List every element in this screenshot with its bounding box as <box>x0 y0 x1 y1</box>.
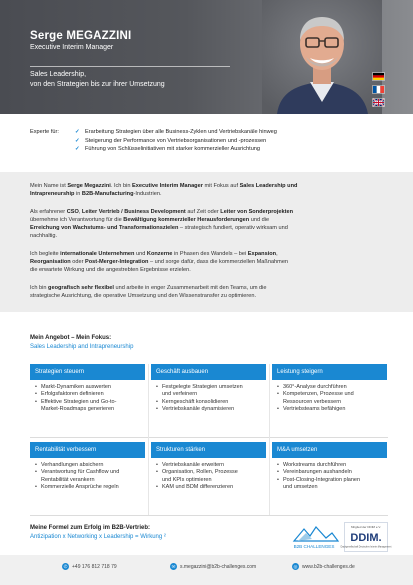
footer-email[interactable]: ✉ s.megazzini@b2b-challenges.com <box>171 563 257 570</box>
expertise-item: ✓ Führung von Schlüsselinitiativen mit starker kommerzieller Ausrichtung <box>75 146 261 153</box>
expertise-list <box>75 128 375 154</box>
service-bullet: • Kompetenzen, Prozesse und <box>277 391 387 398</box>
footer-website[interactable]: ◎ www.b2b-challenges.de <box>293 563 355 570</box>
contact-footer <box>0 555 413 585</box>
service-bullet: • Erfolgsfaktoren definieren <box>35 391 145 398</box>
service-bullet: • Vereinbarungen aushandeln <box>277 469 387 476</box>
france-flag-icon[interactable] <box>372 85 385 94</box>
service-bullet: • 360°-Analyse durchführen <box>277 384 387 391</box>
intro-paragraph-4: Ich bin geografisch sehr flexibel und arbeite in enger Zusammenarbeit mit den Teams, um die strategische Ausrichtung, die operative Umsetzung und den Wissenstransfer zu optimieren. <box>30 285 267 299</box>
service-bullet: • Workstreams durchführen <box>277 462 387 469</box>
service-cell-title: Strategien steuern <box>30 364 145 380</box>
tagline-divider <box>30 66 230 67</box>
service-bullet: • Vertriebskanäle dynamisieren <box>156 406 266 413</box>
service-cell-mna <box>272 442 387 492</box>
service-bullet: • Markt-Dynamiken auswerten <box>35 384 145 391</box>
portrait-photo <box>262 0 382 114</box>
expertise-item: ✓ Erarbeitung Strategien über alle Business-Zyklen und Vertriebskanäle hinweg <box>75 129 277 135</box>
grid-bottom-divider <box>30 515 388 516</box>
formula-title: Meine Formel zum Erfolg im B2B-Vertrieb: <box>30 525 151 531</box>
service-cell-title: Strukturen stärken <box>151 442 266 458</box>
service-cell-title: M&A umsetzen <box>272 442 387 458</box>
service-bullet: • Kerngeschäft konsolidieren <box>156 399 266 406</box>
grid-row-divider <box>30 437 388 438</box>
language-flags <box>372 72 384 111</box>
service-cell-title: Geschäft ausbauen <box>151 364 266 380</box>
footer-phone[interactable]: ✆ +49 176 812 718 79 <box>63 563 117 570</box>
tagline-line-1: Sales Leadership, <box>30 71 87 78</box>
service-bullet-continued: Rentabilität verankern <box>41 476 95 483</box>
offer-title: Mein Angebot – Mein Fokus: <box>30 335 112 341</box>
service-cell-profitability <box>30 442 145 492</box>
service-bullet: • Organisation, Rollen, Prozesse <box>156 469 266 476</box>
service-bullet: • Verhandlungen absichern <box>35 462 145 469</box>
globe-icon: ◎ <box>293 564 298 569</box>
svg-text:Mitglied der DDIM e.V.: Mitglied der DDIM e.V. <box>351 525 381 529</box>
checkmark-icon: ✓ <box>75 146 80 153</box>
ddim-member-logo[interactable] <box>340 522 392 552</box>
service-bullet: • Vertriebsteams befähigen <box>277 406 387 413</box>
checkmark-icon: ✓ <box>75 137 80 144</box>
service-cell-structures <box>151 442 266 492</box>
service-bullet: • KAM und BDM differenzieren <box>156 484 266 491</box>
grid-column-divider <box>269 364 270 515</box>
service-bullet: • Verantwortung für Cashflow und <box>35 469 145 476</box>
service-cell-title: Leistung steigern <box>272 364 387 380</box>
service-cell-strategy <box>30 364 145 414</box>
phone-icon: ✆ <box>63 564 68 569</box>
service-bullet-continued: Market-Roadmaps generieren <box>41 406 115 413</box>
german-flag-icon[interactable] <box>372 72 385 81</box>
service-cell-title: Rentabilität verbessern <box>30 442 145 458</box>
header-banner <box>0 0 413 114</box>
person-role: Executive Interim Manager <box>30 44 114 51</box>
envelope-icon: ✉ <box>171 564 176 569</box>
svg-text:B2B CHALLENGES: B2B CHALLENGES <box>293 544 335 549</box>
service-cell-business <box>151 364 266 414</box>
service-bullet-continued: und KPIs optimieren <box>162 476 212 483</box>
person-name: Serge MEGAZZINI <box>30 30 132 42</box>
tagline <box>30 70 220 90</box>
service-bullet: • Effektive Strategien und Go-to- <box>35 399 145 406</box>
expertise-item: ✓ Steigerung der Performance von Vertriebsorganisationen und -prozessen <box>75 137 267 144</box>
formula-text: Antizipation x Networking x Leadership = Wirkung ² <box>30 534 166 540</box>
grid-column-divider <box>148 364 149 515</box>
checkmark-icon: ✓ <box>75 129 80 135</box>
svg-text:Dachgesellschaft Deutsches Int: Dachgesellschaft Deutsches Interim Management <box>340 546 392 549</box>
service-cell-performance <box>272 364 387 414</box>
tagline-line-2: von den Strategien bis zur ihrer Umsetzung <box>30 81 165 88</box>
b2b-challenges-logo[interactable] <box>288 523 340 551</box>
introduction-panel <box>0 172 413 312</box>
service-bullet-continued: und umsetzen <box>283 484 318 491</box>
service-bullet: • Post-Closing-Integration planen <box>277 477 387 484</box>
service-bullet: • Vertriebskanäle erweitern <box>156 462 266 469</box>
uk-flag-icon[interactable] <box>372 98 385 107</box>
service-bullet: • Kommerzielle Ansprüche regeln <box>35 484 145 491</box>
intro-paragraph-3: Ich begleite internationale Unternehmen und Konzerne in Phasen des Wandels – bei Expansion, Reorganisation oder Post-Merger-Integration – und sorge dafür, dass die kommerziellen Maßnahmen die erwartete Wirkung und die angestrebten Ergebnisse erzielen. <box>30 251 289 273</box>
intro-paragraph-1: Mein Name ist Serge Megazzini. Ich bin Executive Interim Manager mit Fokus auf Sales Leadership und Intrapreneurship in B2B-Manufacturing-Industrien. <box>30 183 298 197</box>
svg-text:DDIM.: DDIM. <box>350 532 382 544</box>
intro-paragraph-2: Als erfahrener CSO, Leiter Vertrieb / Business Development auf Zeit oder Leiter von Sonderprojekten übernehme ich Verantwortung für die Bewältigung kommerzieller Herausforderungen und die Erreichung von Wachstums- und Transformationszielen – strategisch fundiert, operativ wirksam und nachhaltig. <box>30 209 294 239</box>
service-bullet-continued: und verfeinern <box>162 391 198 398</box>
expertise-label: Experte für: <box>30 129 59 135</box>
offer-subtitle: Sales Leadership and Intrapreneurship <box>30 344 134 350</box>
service-bullet: • Festgelegte Strategien umsetzen <box>156 384 266 391</box>
service-bullet-continued: Ressourcen verbessern <box>283 398 342 405</box>
